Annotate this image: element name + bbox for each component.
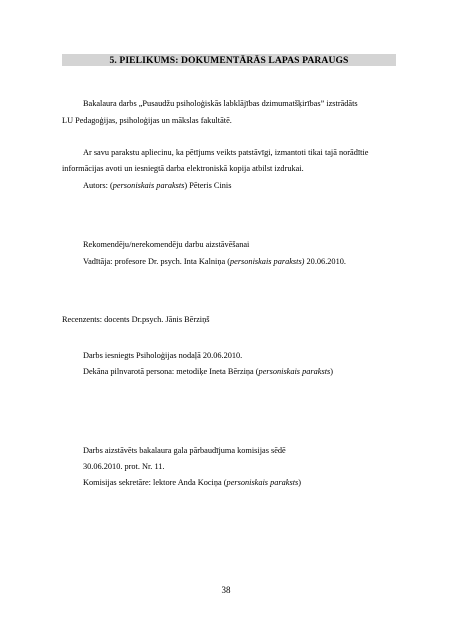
secretary-signature: personiskais paraksts (226, 478, 299, 487)
recommendation-line: Rekomendēju/nerekomendēju darbu aizstāvēšanai (83, 240, 250, 249)
secretary-suffix: ) (298, 478, 301, 487)
appendix-heading (62, 54, 396, 66)
declaration-line-1: Ar savu parakstu apliecinu, ka pētījums veikts patstāvīgi, izmantoti tikai tajā norādītie (83, 148, 369, 157)
dean-prefix: Dekāna pilnvarotā persona: metodiķe Ineta Bērziņa ( (83, 367, 259, 376)
defense-line-1: Darbs aizstāvēts bakalaura gala pārbaudījuma komisijas sēdē (83, 446, 286, 455)
author-name: ) Pēteris Cinis (184, 181, 232, 190)
author-prefix: Autors: ( (83, 181, 113, 190)
secretary-prefix: Komisijas sekretāre: lektore Anda Kociņa ( (83, 478, 227, 487)
intro-line-2: LU Pedagoģijas, psiholoģijas un mākslas fakultātē. (62, 116, 232, 125)
dean-line (83, 366, 333, 377)
dean-signature: personiskais paraksts (258, 367, 331, 376)
supervisor-date: 20.06.2010. (304, 257, 346, 266)
author-line (83, 180, 231, 191)
supervisor-line (83, 256, 346, 267)
dean-suffix: ) (330, 367, 333, 376)
reviewer-line: Recenzents: docents Dr.psych. Jānis Bērziņš (62, 315, 210, 324)
appendix-heading-text: 5. PIELIKUMS: DOKUMENTĀRĀS LAPAS PARAUGS (109, 54, 349, 66)
defense-line-2: 30.06.2010. prot. Nr. 11. (83, 462, 165, 471)
supervisor-signature: personiskais paraksts) (230, 257, 305, 266)
author-signature: personiskais paraksts (112, 181, 185, 190)
secretary-line (83, 477, 301, 488)
declaration-line-2: informācijas avoti un iesniegtā darba elektroniskā kopija atbilst izdrukai. (62, 164, 304, 173)
page-number: 38 (221, 585, 231, 595)
supervisor-prefix: Vadītāja: profesore Dr. psych. Inta Kalniņa ( (83, 257, 230, 266)
intro-line-1: Bakalaura darbs „Pusaudžu psiholoģiskās labklājības dzimumatšķirības” izstrādāts (83, 99, 358, 108)
submission-line: Darbs iesniegts Psiholoģijas nodaļā 20.06.2010. (83, 351, 243, 360)
